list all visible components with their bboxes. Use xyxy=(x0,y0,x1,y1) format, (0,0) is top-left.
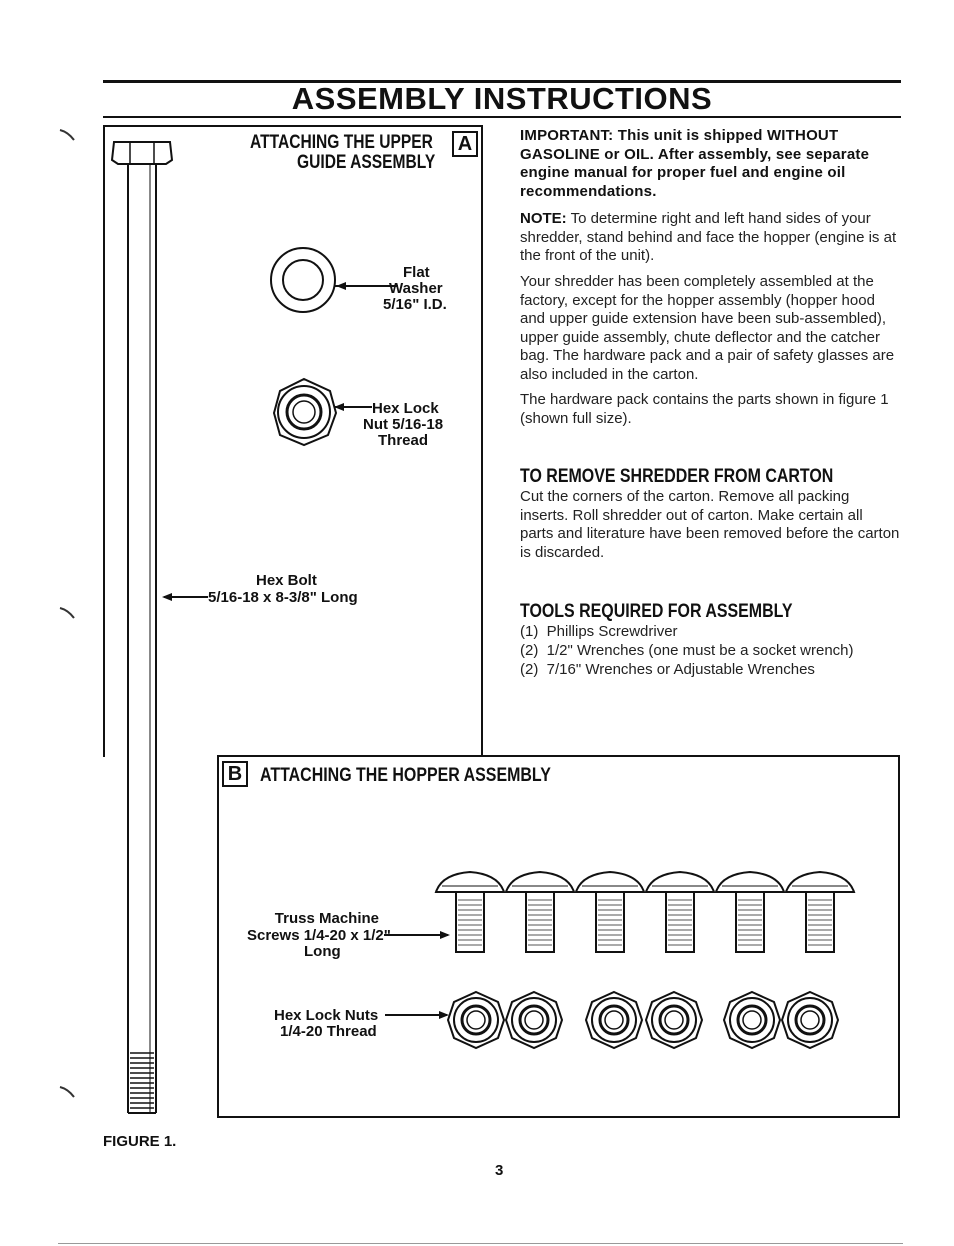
section-b-heading: ATTACHING THE HOPPER ASSEMBLY xyxy=(260,765,551,786)
hardware-paragraph: The hardware pack contains the parts shown in figure 1 (shown full size). xyxy=(520,391,889,427)
hex-bolt-illustration xyxy=(108,138,178,1120)
hex-bolt-leader-arrow xyxy=(160,590,210,604)
hex-lock-nut-label-2: Nut 5/16-18 xyxy=(363,416,444,433)
note-paragraph xyxy=(520,210,900,266)
page-number: 3 xyxy=(495,1162,504,1179)
assembly-paragraph: Your shredder has been completely assembled at the factory, except for the hopper assembly (hopper hood and upper guide extension have been sub-assembled), upper guide assembly, chute deflector and the catcher bag. The hardware pack and a pair of safety glasses are also included in the carton. xyxy=(520,273,895,383)
remove-carton-heading: TO REMOVE SHREDDER FROM CARTON xyxy=(520,466,834,487)
margin-mark-1 xyxy=(58,128,78,142)
remove-carton-text: Cut the corners of the carton. Remove all packing inserts. Roll shredder out of carton. Make certain all parts and literature have been removed before the carton is discarded. xyxy=(520,488,900,561)
section-a-badge: A xyxy=(452,131,478,157)
margin-mark-3 xyxy=(58,1085,78,1099)
hex-lock-nuts-icon xyxy=(448,990,838,1050)
section-a-heading-line2: GUIDE ASSEMBLY xyxy=(297,152,436,173)
truss-machine-screws-icon xyxy=(436,870,866,960)
hex-bolt-label-1: Hex Bolt xyxy=(256,572,317,589)
tools-item-3: (2) 7/16" Wrenches or Adjustable Wrenches xyxy=(520,661,815,678)
truss-screws-label-2: Screws 1/4-20 x 1/2" xyxy=(247,927,391,944)
section-b-badge: B xyxy=(222,761,248,787)
hex-lock-nuts-leader-arrow xyxy=(385,1008,451,1022)
truss-screws-label-3: Long xyxy=(304,943,341,960)
page-title: ASSEMBLY INSTRUCTIONS xyxy=(291,81,713,116)
hex-lock-nuts-label-2: 1/4-20 Thread xyxy=(280,1023,377,1040)
flat-washer-label-1: Flat xyxy=(403,264,430,281)
hex-lock-nut-label-1: Hex Lock xyxy=(372,400,439,417)
header-rule-bottom xyxy=(103,116,901,118)
important-notice: IMPORTANT: This unit is shipped WITHOUT GASOLINE or OIL. After assembly, see separate engine manual for proper fuel and engine oil recommendations. xyxy=(520,127,870,200)
figure-label: FIGURE 1. xyxy=(103,1133,177,1150)
tools-heading: TOOLS REQUIRED FOR ASSEMBLY xyxy=(520,601,793,622)
margin-mark-2 xyxy=(58,606,78,620)
truss-screws-label-1: Truss Machine xyxy=(274,910,379,927)
hex-lock-nut-icon xyxy=(272,377,382,447)
note-text: To determine right and left hand sides of your shredder, stand behind and face the hopper (engine is at the front of the unit). xyxy=(520,210,897,265)
hex-lock-nuts-label-1: Hex Lock Nuts xyxy=(274,1007,379,1024)
tools-item-1: (1) Phillips Screwdriver xyxy=(520,623,678,640)
tools-item-2: (2) 1/2" Wrenches (one must be a socket wrench) xyxy=(520,642,854,659)
truss-screws-leader-arrow xyxy=(382,928,452,942)
hex-lock-nut-label-3: Thread xyxy=(378,432,429,449)
footer-rule xyxy=(58,1243,903,1244)
flat-washer-label-3: 5/16" I.D. xyxy=(383,296,447,313)
note-label: NOTE: xyxy=(520,210,567,227)
section-a-heading-line1: ATTACHING THE UPPER xyxy=(250,132,433,153)
hex-bolt-label-2: 5/16-18 x 8-3/8" Long xyxy=(208,589,358,606)
flat-washer-label-2: Washer xyxy=(389,280,443,297)
